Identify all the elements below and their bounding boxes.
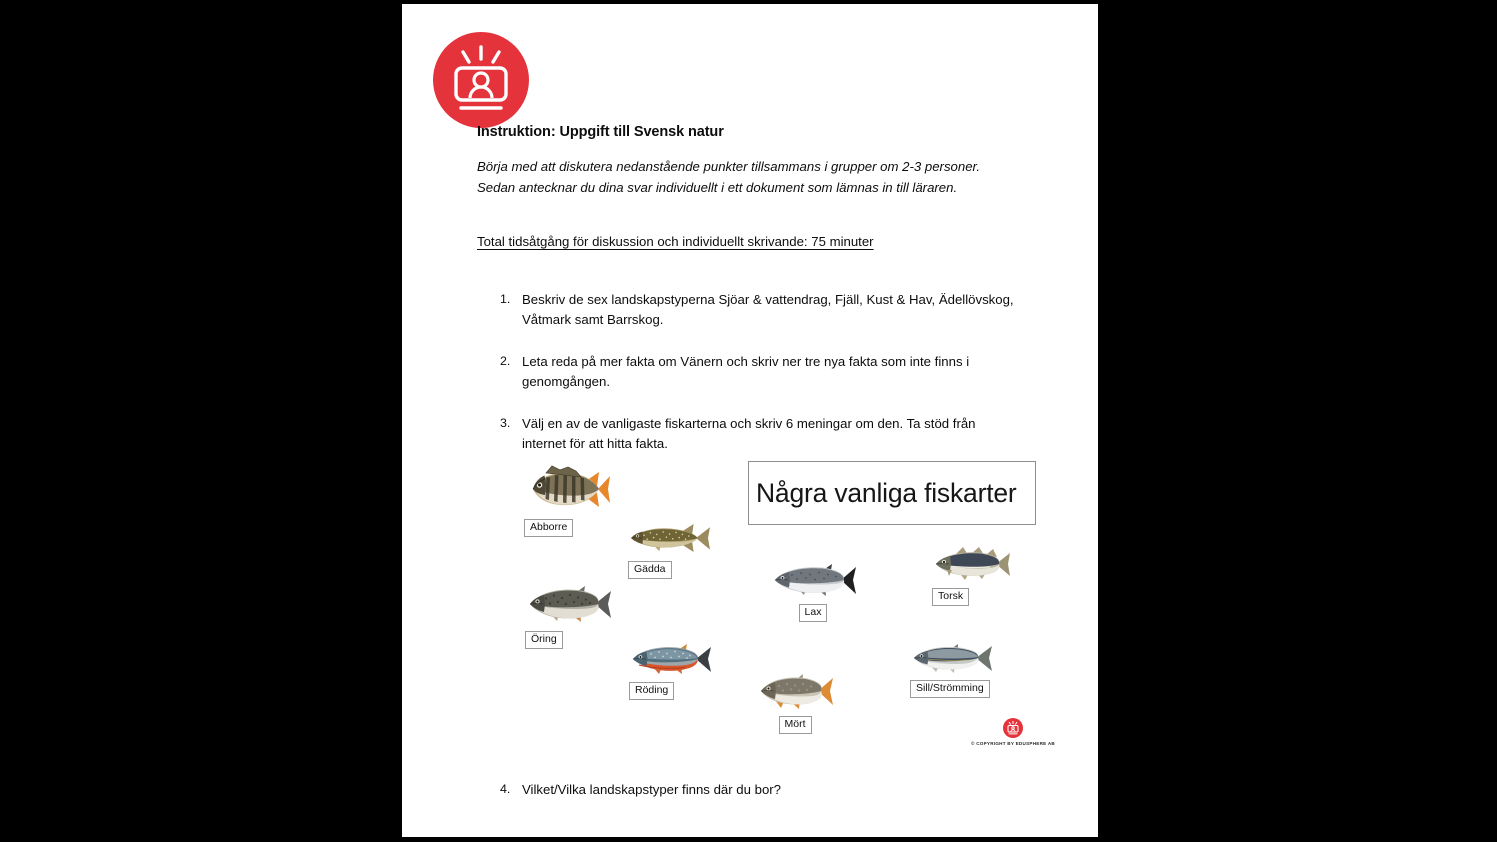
fish-label-wrap xyxy=(628,559,710,579)
fish-label-roding: Röding xyxy=(629,682,674,700)
task-item xyxy=(500,290,1020,329)
roach-fish-icon xyxy=(757,671,833,711)
char-fish-icon xyxy=(629,641,711,677)
salmon-fish-icon xyxy=(770,561,856,599)
herring-fish-icon xyxy=(910,641,992,675)
fish-label-lax: Lax xyxy=(799,604,828,622)
fish-entry-oring xyxy=(525,582,611,649)
task-number: 3. xyxy=(500,416,511,430)
task-number: 4. xyxy=(500,782,511,796)
fish-label-wrap xyxy=(629,680,711,700)
intro-paragraph xyxy=(477,156,980,198)
cod-fish-icon xyxy=(932,545,1010,583)
footer-credit xyxy=(953,718,1073,746)
time-requirement-note: Total tidsåtgång för diskussion och individuellt skrivande: 75 minuter xyxy=(477,234,874,249)
fish-entry-torsk xyxy=(932,545,1010,606)
pike-fish-icon xyxy=(628,520,710,556)
task-item xyxy=(500,414,1020,453)
trout-fish-icon xyxy=(525,582,611,626)
page-title: Instruktion: Uppgift till Svensk natur xyxy=(477,124,724,140)
fish-label-wrap xyxy=(757,714,833,734)
edusphere-logo-icon xyxy=(1003,718,1023,738)
task-text: Leta reda på mer fakta om Vänern och skriv ner tre nya fakta som inte finns i genomgången. xyxy=(522,354,970,389)
figure-title-text: Några vanliga fiskarter xyxy=(756,477,1017,508)
copyright-text: © COPYRIGHT BY EDUSPHERE AB xyxy=(971,741,1055,746)
task-number: 2. xyxy=(500,354,511,368)
fish-label-oring: Öring xyxy=(525,631,563,649)
fish-label-wrap xyxy=(524,517,610,537)
document-page xyxy=(402,4,1098,837)
task-number: 1. xyxy=(500,292,511,306)
intro-line-2: Sedan antecknar du dina svar individuellt i ett dokument som lämnas in till läraren. xyxy=(477,180,958,195)
fish-label-wrap xyxy=(770,602,856,622)
edusphere-logo-icon xyxy=(433,32,529,128)
task-item xyxy=(500,780,1020,800)
fish-label-wrap xyxy=(932,586,1010,606)
task-text: Beskriv de sex landskapstyperna Sjöar & vattendrag, Fjäll, Kust & Hav, Ädellövskog, Våtmark samt Barrskog. xyxy=(522,292,1014,327)
fish-label-wrap xyxy=(910,678,992,698)
fish-label-mort: Mört xyxy=(779,716,812,734)
fish-entry-sill xyxy=(910,641,992,698)
task-text: Välj en av de vanligaste fiskarterna och skriv 6 meningar om den. Ta stöd från internet för att hitta fakta. xyxy=(522,416,976,451)
task-text: Vilket/Vilka landskapstyper finns där du bor? xyxy=(522,782,782,797)
task-item xyxy=(500,352,1020,391)
fish-entry-gadda xyxy=(628,520,710,579)
fish-label-torsk: Torsk xyxy=(932,588,969,606)
fish-entry-lax xyxy=(770,561,856,622)
fish-label-sill: Sill/Strömming xyxy=(910,680,990,698)
task-list xyxy=(500,290,1020,476)
fish-entry-mort xyxy=(757,671,833,734)
fish-label-abborre: Abborre xyxy=(524,519,573,537)
intro-line-1: Börja med att diskutera nedanstående punkter tillsammans i grupper om 2-3 personer. xyxy=(477,159,981,174)
fish-entry-roding xyxy=(629,641,711,700)
fish-label-gadda: Gädda xyxy=(628,561,672,579)
fish-label-wrap xyxy=(525,629,611,649)
